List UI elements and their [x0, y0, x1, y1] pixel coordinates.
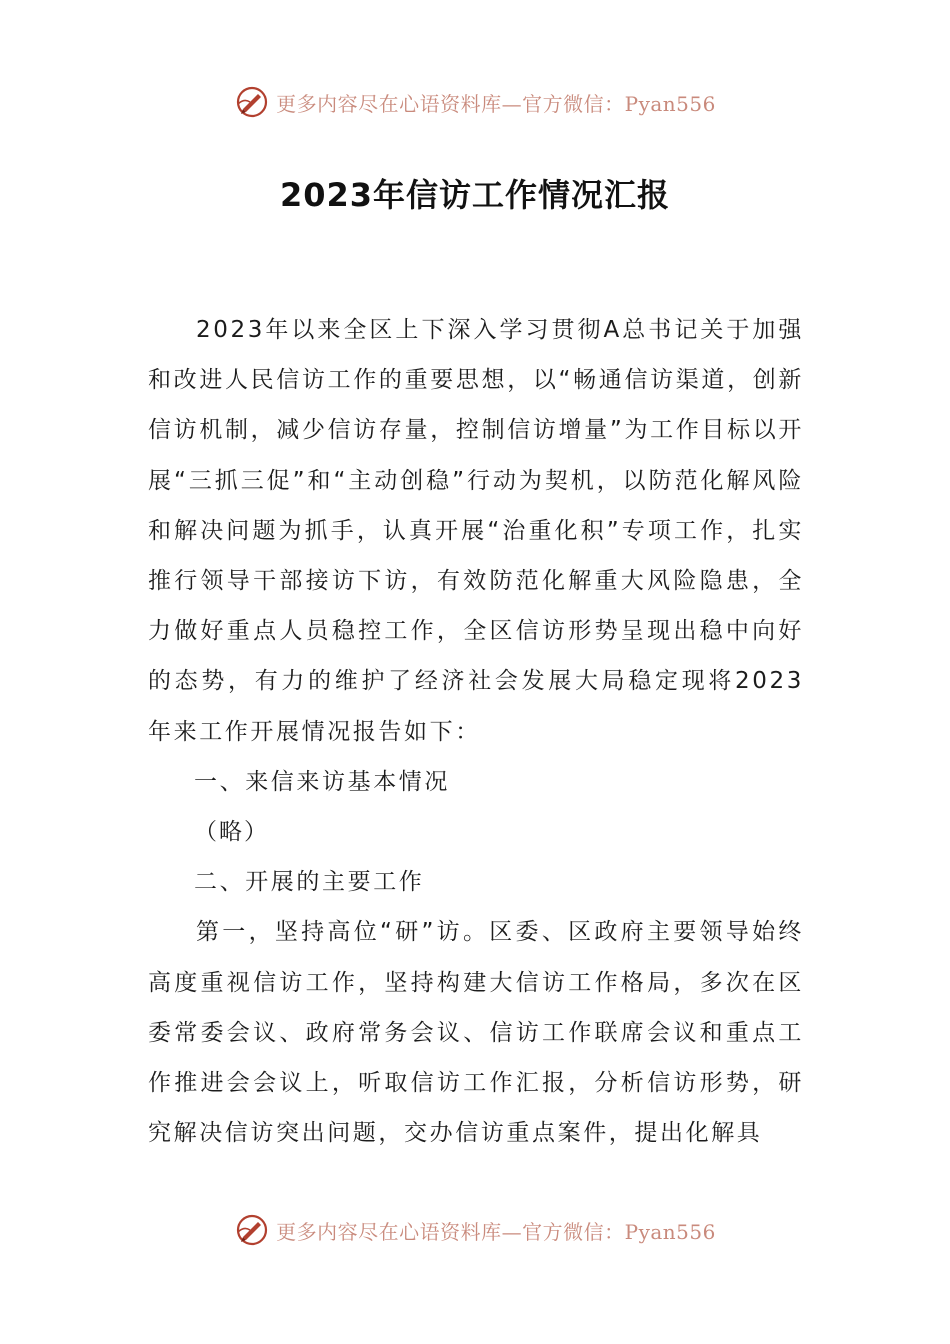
document-body	[148, 305, 804, 1158]
watermark-banner-bottom	[0, 1210, 950, 1250]
section-heading-1: 一、来信来访基本情况	[194, 768, 450, 795]
section-heading-2: 二、开展的主要工作	[194, 869, 425, 896]
watermark-text: 更多内容尽在心语资料库—官方微信：Pyan556	[276, 1219, 716, 1244]
pen-logo-icon	[234, 1212, 270, 1248]
watermark-banner-top	[0, 82, 950, 122]
watermark-text: 更多内容尽在心语资料库—官方微信：Pyan556	[276, 91, 716, 116]
paragraph-first-measure: 第一，坚持高位“研”访。区委、区政府主要领导始终高度重视信访工作，坚持构建大信访工作格局，多次在区委常委会议、政府常务会议、信访工作联席会议和重点工作推进会会议上，听取信访工作汇报，分析信访形势，研究解决信访突出问题，交办信访重点案件，提出化解具	[148, 919, 804, 1147]
paragraph-intro: 2023年以来全区上下深入学习贯彻A总书记关于加强和改进人民信访工作的重要思想，以“畅通信访渠道，创新信访机制，减少信访存量，控制信访增量”为工作目标以开展“三抓三促”和“主动创稳”行动为契机，以防范化解风险和解决问题为抓手，认真开展“治重化积”专项工作，扎实推行领导干部接访下访，有效防范化解重大风险隐患，全力做好重点人员稳控工作，全区信访形势呈现出稳中向好的态势，有力的维护了经济社会发展大局稳定现将2023年来工作开展情况报告如下：	[148, 317, 804, 745]
section-note: （略）	[194, 819, 269, 846]
document-title: 2023年信访工作情况汇报	[279, 176, 671, 214]
pen-logo-icon	[234, 84, 270, 120]
